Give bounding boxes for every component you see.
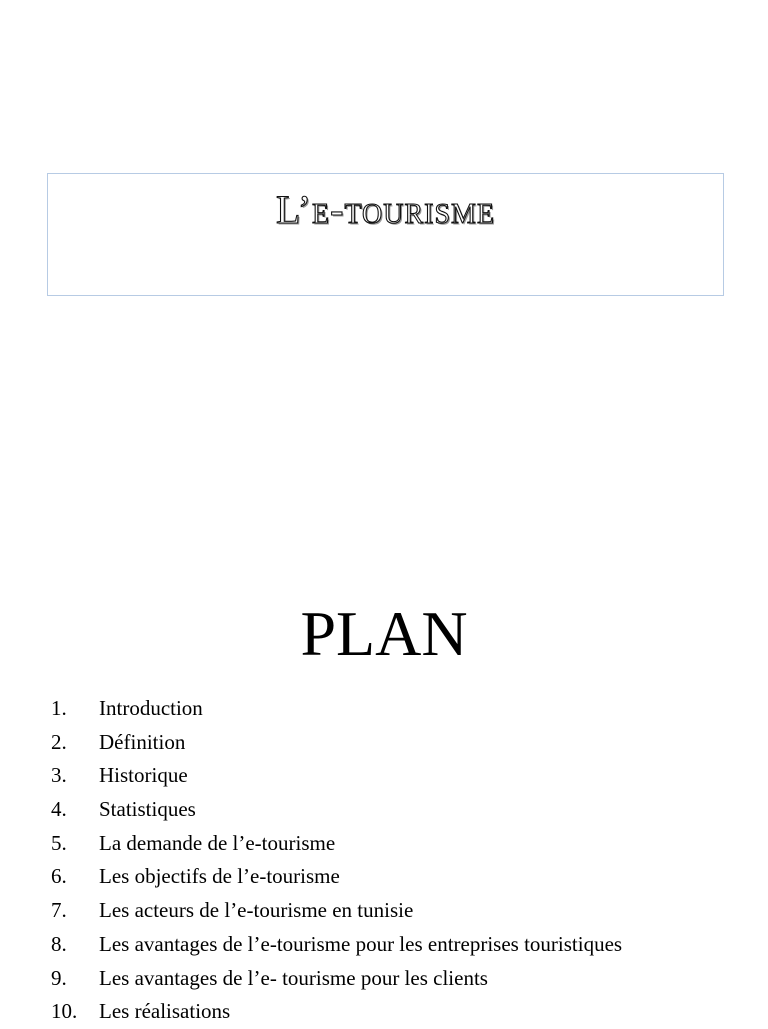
plan-item-avantages-clients (0, 962, 768, 996)
document-title: L’e-tourisme (275, 187, 496, 232)
plan-item-number: 9. (51, 965, 67, 990)
plan-list (0, 692, 768, 1029)
plan-item-number: 10. (51, 999, 78, 1024)
plan-item-objectifs (0, 860, 768, 894)
plan-item-number: 1. (51, 696, 67, 720)
plan-item-label: Historique (99, 763, 188, 788)
plan-item-avantages-entreprises (0, 928, 768, 962)
plan-item-number: 7. (51, 898, 67, 923)
plan-item-label: Statistiques (99, 797, 196, 822)
plan-item-number: 3. (51, 763, 67, 788)
plan-item-label: Définition (99, 729, 186, 754)
plan-item-demande (0, 827, 768, 861)
plan-item-label: Introduction (99, 696, 203, 720)
plan-item-definition (0, 726, 768, 760)
plan-item-number: 6. (51, 864, 67, 889)
plan-item-statistiques (0, 793, 768, 827)
plan-item-label: Les objectifs de l’e-tourisme (99, 864, 340, 889)
plan-item-acteurs (0, 894, 768, 928)
title-box (47, 173, 724, 296)
plan-item-number: 2. (51, 729, 67, 754)
plan-item-label: Les avantages de l’e-tourisme pour les entreprises touristiques (99, 931, 623, 956)
plan-item-number: 8. (51, 931, 67, 956)
plan-item-historique (0, 759, 768, 793)
plan-item-label: Les acteurs de l’e-tourisme en tunisie (99, 898, 414, 923)
plan-heading: PLAN (300, 598, 468, 669)
plan-item-number: 5. (51, 830, 67, 855)
plan-item-label: Les avantages de l’e- tourisme pour les clients (99, 965, 488, 990)
plan-item-introduction (0, 692, 768, 726)
plan-item-label: La demande de l’e-tourisme (99, 830, 336, 855)
plan-item-number: 4. (51, 797, 67, 822)
plan-item-label: Les réalisations (99, 999, 231, 1024)
